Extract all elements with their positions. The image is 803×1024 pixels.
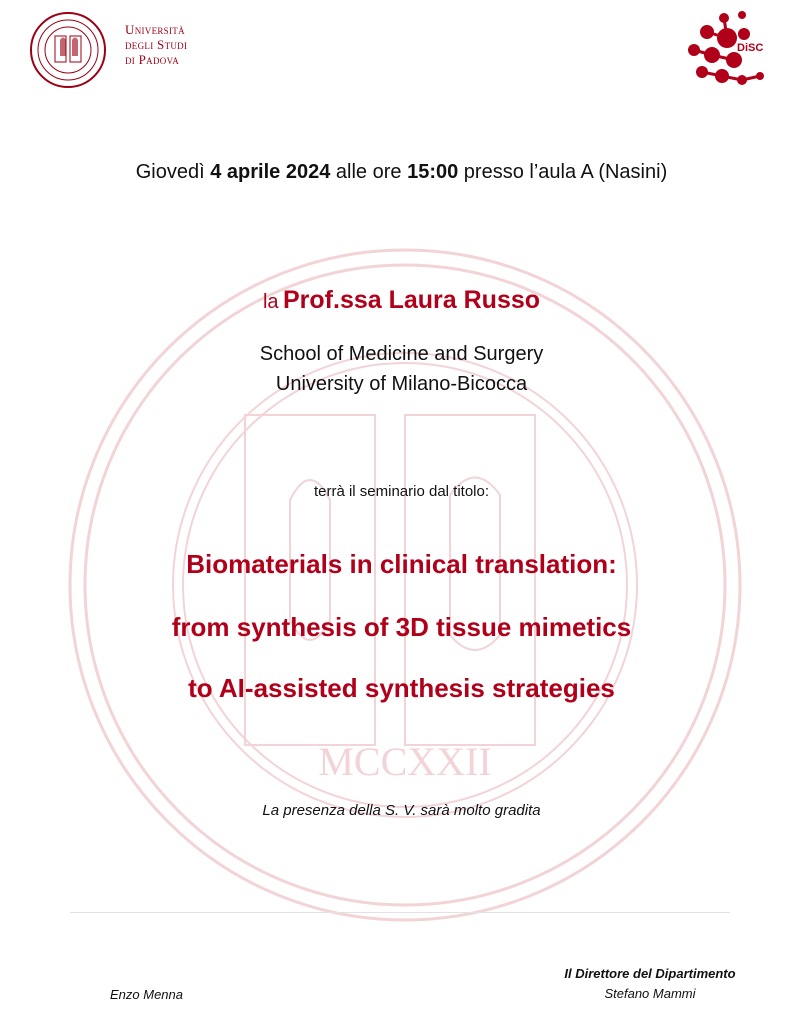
left-signatory-name: Enzo Menna [110, 987, 183, 1002]
footer-divider [70, 912, 730, 913]
university-name-line2: degli Studi [125, 37, 188, 52]
director-title: Il Direttore del Dipartimento [564, 966, 736, 981]
disc-logo-text: DiSC [737, 42, 764, 54]
speaker-affiliation-school: School of Medicine and Surgery [259, 343, 544, 365]
presence-note: La presenza della S. V. sarà molto gradita [262, 802, 541, 819]
director-name: Stefano Mammi [604, 986, 696, 1001]
speaker-affiliation-university: University of Milano-Bicocca [275, 373, 528, 395]
university-name-line1: Università [125, 22, 185, 37]
university-name-line3: di Padova [125, 52, 180, 67]
speaker-line [0, 286, 803, 315]
seminar-title-line1: Biomaterials in clinical translation: [186, 549, 617, 579]
seminar-intro: terrà il seminario dal titolo: [313, 483, 490, 500]
seminar-title-line3: to AI-assisted synthesis strategies [188, 673, 615, 703]
event-date: 4 aprile 2024 [210, 161, 331, 183]
event-time-prefix: alle ore [335, 161, 402, 183]
event-location: presso l’aula A (Nasini) [463, 161, 668, 183]
speaker-prefix: la [262, 291, 279, 313]
event-day: Giovedì [135, 161, 205, 183]
university-name [125, 22, 187, 67]
university-seal-logo [28, 10, 108, 90]
speaker-name: Prof.ssa Laura Russo [283, 286, 541, 314]
event-date-line [0, 161, 803, 184]
seal-year: MCCXXII [318, 739, 492, 784]
event-time: 15:00 [407, 161, 459, 183]
seminar-title-line2: from synthesis of 3D tissue mimetics [171, 612, 632, 642]
